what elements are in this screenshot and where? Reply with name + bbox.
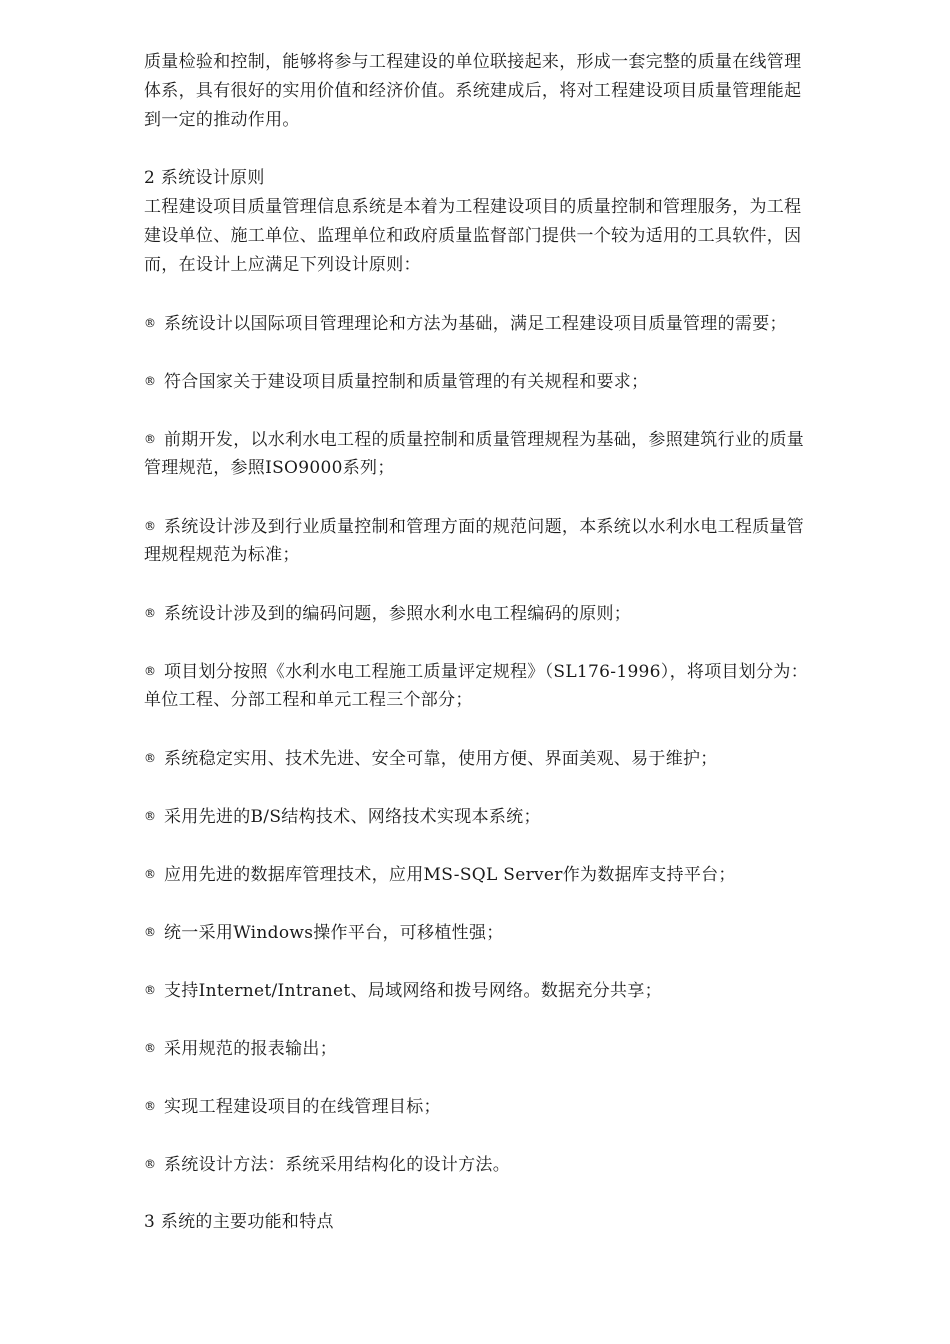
intro-line-2: 体系，具有很好的实用价值和经济价值。系统建成后，将对工程建设项目质量管理能起 bbox=[144, 81, 802, 101]
list-item bbox=[144, 1034, 874, 1063]
list-item-text: 采用先进的B/S结构技术、网络技术实现本系统； bbox=[164, 807, 541, 827]
list-item-text: 采用规范的报表输出； bbox=[164, 1039, 337, 1059]
section-2-line-2: 建设单位、施工单位、监理单位和政府质量监督部门提供一个较为适用的工具软件，因 bbox=[144, 226, 802, 246]
bullet-icon: ® bbox=[144, 374, 157, 388]
list-item bbox=[144, 657, 874, 686]
intro-line-3: 到一定的推动作用。 bbox=[144, 110, 300, 130]
bullet-icon: ® bbox=[144, 432, 157, 446]
list-item-continuation bbox=[144, 454, 874, 483]
list-item-text: 理规程规范为标准； bbox=[144, 545, 300, 565]
bullet-icon: ® bbox=[144, 1157, 157, 1171]
design-principles-list bbox=[144, 309, 874, 1208]
list-item bbox=[144, 1092, 874, 1121]
list-item-text: 系统设计涉及到的编码问题，参照水利水电工程编码的原则； bbox=[164, 604, 632, 624]
list-item bbox=[144, 425, 874, 454]
list-item-text: 支持Internet/Intranet、局域网络和拨号网络。数据充分共享； bbox=[164, 981, 662, 1001]
list-item bbox=[144, 512, 874, 541]
list-item-text: 系统设计方法：系统采用结构化的设计方法。 bbox=[164, 1155, 510, 1175]
list-item-text: 系统稳定实用、技术先进、安全可靠，使用方便、界面美观、易于维护； bbox=[164, 749, 718, 769]
list-item bbox=[144, 599, 874, 628]
list-item bbox=[144, 918, 874, 947]
list-item-text: 统一采用Windows操作平台，可移植性强； bbox=[164, 923, 504, 943]
list-item-text: 管理规范，参照ISO9000系列； bbox=[144, 458, 395, 478]
bullet-icon: ® bbox=[144, 1099, 157, 1113]
section-2-line-1: 工程建设项目质量管理信息系统是本着为工程建设项目的质量控制和管理服务，为工程 bbox=[144, 197, 802, 217]
list-item-text: 单位工程、分部工程和单元工程三个部分； bbox=[144, 690, 473, 710]
list-item-text: 系统设计以国际项目管理理论和方法为基础，满足工程建设项目质量管理的需要； bbox=[164, 314, 787, 334]
bullet-icon: ® bbox=[144, 519, 157, 533]
list-item-text: 前期开发，以水利水电工程的质量控制和质量管理规程为基础，参照建筑行业的质量 bbox=[164, 430, 805, 450]
list-item bbox=[144, 1150, 874, 1179]
list-item bbox=[144, 976, 874, 1005]
intro-line-1: 质量检验和控制，能够将参与工程建设的单位联接起来，形成一套完整的质量在线管理 bbox=[144, 52, 802, 72]
section-2-heading: 2 系统设计原则 bbox=[144, 168, 265, 188]
bullet-icon: ® bbox=[144, 606, 157, 620]
list-item bbox=[144, 802, 874, 831]
list-item-continuation bbox=[144, 686, 874, 715]
section-3-heading: 3 系统的主要功能和特点 bbox=[144, 1212, 334, 1232]
list-item-continuation bbox=[144, 541, 874, 570]
list-item-text: 实现工程建设项目的在线管理目标； bbox=[164, 1097, 441, 1117]
bullet-icon: ® bbox=[144, 925, 157, 939]
bullet-icon: ® bbox=[144, 1041, 157, 1055]
list-item-text: 应用先进的数据库管理技术，应用MS-SQL Server作为数据库支持平台； bbox=[164, 865, 736, 885]
list-item-text: 项目划分按照《水利水电工程施工质量评定规程》（SL176-1996），将项目划分为： bbox=[164, 662, 808, 682]
list-item-text: 系统设计涉及到行业质量控制和管理方面的规范问题，本系统以水利水电工程质量管 bbox=[164, 517, 805, 537]
list-item bbox=[144, 744, 874, 773]
bullet-icon: ® bbox=[144, 867, 157, 881]
list-item bbox=[144, 309, 874, 338]
bullet-icon: ® bbox=[144, 751, 157, 765]
bullet-icon: ® bbox=[144, 983, 157, 997]
section-2-line-3: 而，在设计上应满足下列设计原则： bbox=[144, 255, 421, 275]
bullet-icon: ® bbox=[144, 664, 157, 678]
bullet-icon: ® bbox=[144, 316, 157, 330]
bullet-icon: ® bbox=[144, 809, 157, 823]
list-item-text: 符合国家关于建设项目质量控制和质量管理的有关规程和要求； bbox=[164, 372, 649, 392]
document-page bbox=[144, 48, 874, 1237]
list-item bbox=[144, 860, 874, 889]
list-item bbox=[144, 367, 874, 396]
